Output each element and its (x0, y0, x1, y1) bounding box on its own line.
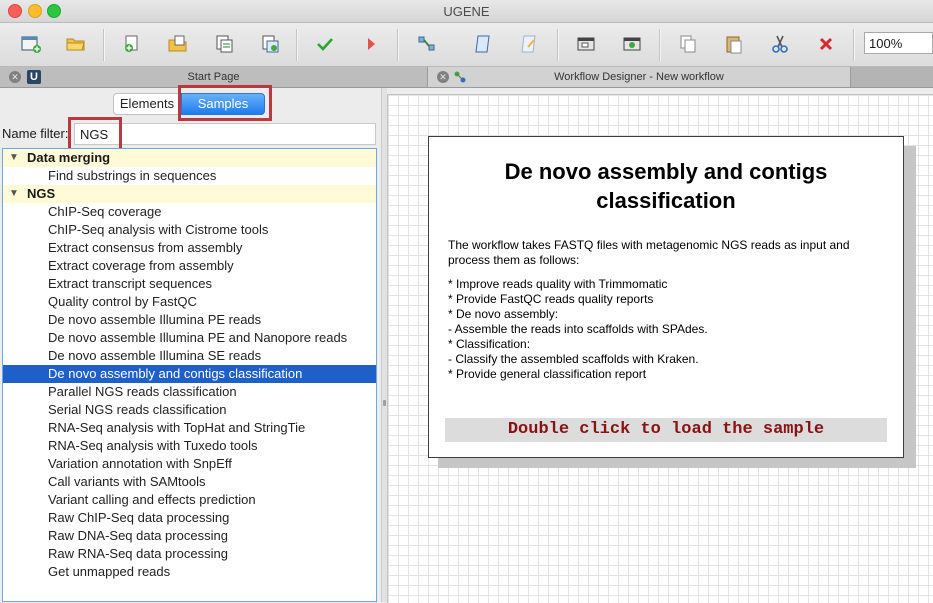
list-item[interactable]: Extract coverage from assembly (48, 258, 234, 273)
sample-steps-list (448, 277, 888, 382)
list-item[interactable]: Raw DNA-Seq data processing (48, 528, 228, 543)
palette-panel (0, 88, 381, 602)
tree-category-data-merging[interactable] (3, 149, 376, 167)
step-line: * Provide general classification report (448, 367, 647, 381)
sample-title-line: classification (596, 188, 736, 213)
dashboard-icon[interactable] (574, 32, 598, 56)
window-title: UGENE (443, 4, 490, 19)
list-item[interactable]: Extract consensus from assembly (48, 240, 243, 255)
schema-icon[interactable] (415, 32, 439, 56)
list-item[interactable]: Extract transcript sequences (48, 276, 213, 291)
open-document-icon[interactable] (166, 32, 190, 56)
list-item[interactable]: De novo assemble Illumina PE reads (48, 312, 262, 327)
list-item[interactable]: Variant calling and effects prediction (48, 492, 256, 507)
list-item[interactable]: Variation annotation with SnpEff (48, 456, 232, 471)
tab-workflow-designer[interactable] (428, 67, 851, 87)
list-item[interactable]: De novo assemble Illumina SE reads (48, 348, 262, 363)
validate-check-icon[interactable] (313, 32, 337, 56)
new-project-icon[interactable] (19, 32, 43, 56)
list-item[interactable]: Serial NGS reads classification (48, 402, 227, 417)
tab-close-icon[interactable]: ✕ (437, 71, 449, 83)
expand-arrow-icon[interactable]: ▼ (9, 152, 19, 163)
document-tab-bar (0, 67, 933, 88)
delete-x-icon[interactable] (814, 32, 838, 56)
sample-title (439, 157, 893, 215)
list-item[interactable]: ChIP-Seq coverage (48, 204, 162, 219)
sample-description (448, 238, 888, 268)
step-line: * De novo assembly: (448, 307, 559, 321)
list-item[interactable]: ChIP-Seq analysis with Cistrome tools (48, 222, 269, 237)
sample-description-card[interactable] (428, 136, 904, 458)
samples-highlight-box (178, 85, 272, 121)
list-item[interactable]: Parallel NGS reads classification (48, 384, 237, 399)
samples-tab-button[interactable]: Samples (181, 93, 265, 115)
new-document-icon[interactable] (120, 32, 144, 56)
workflow-canvas[interactable] (387, 94, 933, 603)
list-item-selected[interactable]: De novo assembly and contigs classification (3, 365, 376, 383)
splitter-handle-icon[interactable] (383, 400, 386, 406)
run-play-icon[interactable] (359, 32, 383, 56)
step-line: - Classify the assembled scaffolds with Kraken. (448, 352, 699, 366)
tree-category-ngs[interactable] (3, 185, 376, 203)
samples-tree (2, 148, 377, 602)
zoom-level-input[interactable]: 100% (864, 32, 933, 54)
tab-start-page-label: Start Page (187, 71, 240, 83)
expand-arrow-icon[interactable]: ▼ (9, 188, 19, 199)
cut-scissors-icon[interactable] (768, 32, 792, 56)
ugene-logo-icon: U (27, 70, 41, 84)
list-item[interactable]: Get unmapped reads (48, 564, 171, 579)
dashboard-add-icon[interactable] (620, 32, 644, 56)
description-line: process them as follows: (448, 253, 580, 267)
edit-page-disabled-icon[interactable] (518, 32, 542, 56)
elements-tab-button[interactable]: Elements (113, 93, 181, 115)
main-toolbar (0, 23, 933, 67)
list-item[interactable]: Raw ChIP-Seq data processing (48, 510, 230, 525)
name-filter-label: Name filter: (2, 126, 69, 141)
list-item[interactable]: Find substrings in sequences (48, 168, 217, 183)
list-item[interactable]: De novo assemble Illumina PE and Nanopore reads (48, 330, 348, 345)
open-folder-icon[interactable] (64, 32, 88, 56)
step-line: * Provide FastQC reads quality reports (448, 292, 654, 306)
export-icon[interactable] (258, 32, 282, 56)
list-item[interactable]: Call variants with SAMtools (48, 474, 206, 489)
tab-start-page[interactable] (0, 67, 428, 87)
step-line: * Classification: (448, 337, 531, 351)
category-label: Data merging (27, 150, 111, 165)
load-sample-action[interactable]: Double click to load the sample (445, 418, 887, 442)
name-filter-input[interactable]: NGS (74, 123, 376, 145)
paste-icon[interactable] (722, 32, 746, 56)
tab-close-icon[interactable]: ✕ (9, 71, 21, 83)
list-item[interactable]: Quality control by FastQC (48, 294, 197, 309)
step-line: - Assemble the reads into scaffolds with SPAdes. (448, 322, 708, 336)
sample-title-line: De novo assembly and contigs (504, 159, 828, 184)
workflow-icon (453, 70, 467, 91)
window-titlebar (0, 0, 933, 23)
list-item[interactable]: RNA-Seq analysis with TopHat and StringTie (48, 420, 306, 435)
list-item[interactable]: RNA-Seq analysis with Tuxedo tools (48, 438, 258, 453)
tab-workflow-designer-label: Workflow Designer - New workflow (554, 71, 724, 83)
category-label: NGS (27, 186, 56, 201)
copy-document-icon[interactable] (212, 32, 236, 56)
description-line: The workflow takes FASTQ files with metagenomic NGS reads as input and (448, 238, 850, 252)
list-item[interactable]: Raw RNA-Seq data processing (48, 546, 228, 561)
step-line: * Improve reads quality with Trimmomatic (448, 277, 668, 291)
copy-icon[interactable] (676, 32, 700, 56)
edit-page-icon[interactable] (472, 32, 496, 56)
